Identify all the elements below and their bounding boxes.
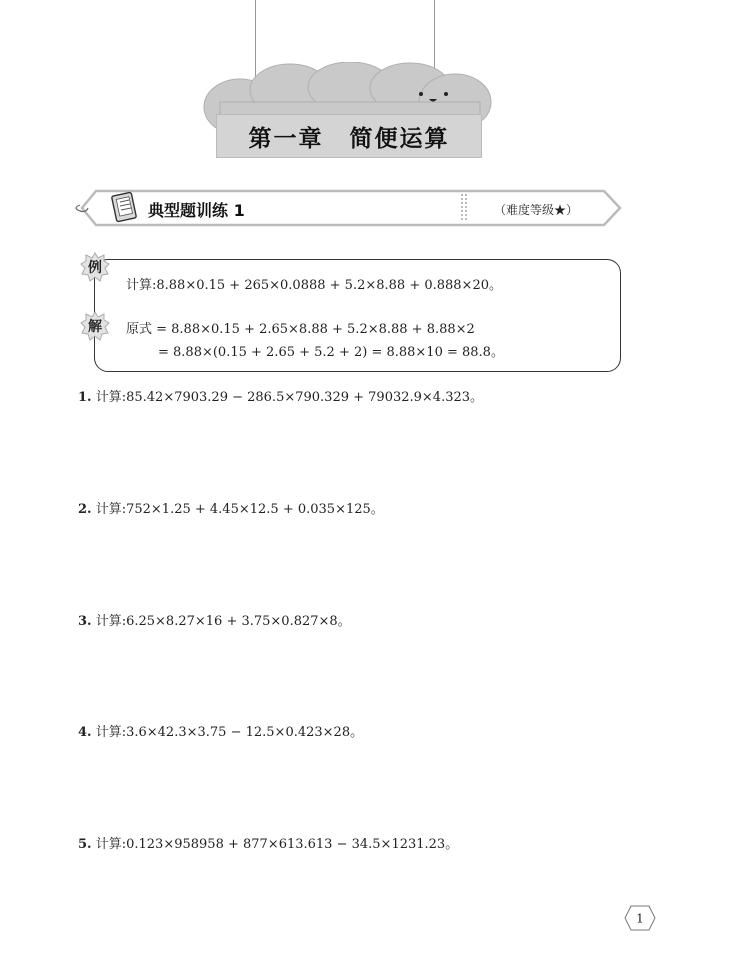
cloud-eye-right xyxy=(444,92,448,96)
difficulty-label: （难度等级★） xyxy=(494,203,579,217)
example-badge: 例 xyxy=(80,252,110,282)
solution-line-2: = 8.88×(0.15 + 2.65 + 5.2 + 2) = 8.88×10 = 88.8。 xyxy=(158,345,504,360)
page-number-badge xyxy=(624,905,656,931)
problem-5: 5. 计算:0.123×958958 + 877×613.613 − 34.5×1231.23。 xyxy=(78,837,459,852)
problem-1: 1. 计算:85.42×7903.29 − 286.5×790.329 + 79032.9×4.323。 xyxy=(78,390,484,405)
cloud-eye-left xyxy=(419,92,423,96)
chapter-number: 第一章 xyxy=(248,124,324,152)
page-number: 1 xyxy=(636,911,644,926)
solution-line-1: 原式 = 8.88×0.15 + 2.65×8.88 + 5.2×8.88 + 8.88×2 xyxy=(126,322,475,337)
example-question: 计算:8.88×0.15 + 265×0.0888 + 5.2×8.88 + 0.888×20。 xyxy=(126,278,502,293)
section-title: 典型题训练 1 xyxy=(148,201,245,220)
chapter-title xyxy=(216,114,482,158)
solution-badge: 解 xyxy=(80,311,110,341)
problem-3: 3. 计算:6.25×8.27×16 + 3.75×0.827×8。 xyxy=(78,614,351,629)
problem-2: 2. 计算:752×1.25 + 4.45×12.5 + 0.035×125。 xyxy=(78,502,384,517)
problem-4: 4. 计算:3.6×42.3×3.75 − 12.5×0.423×28。 xyxy=(78,725,364,740)
chapter-name: 简便运算 xyxy=(349,124,450,152)
